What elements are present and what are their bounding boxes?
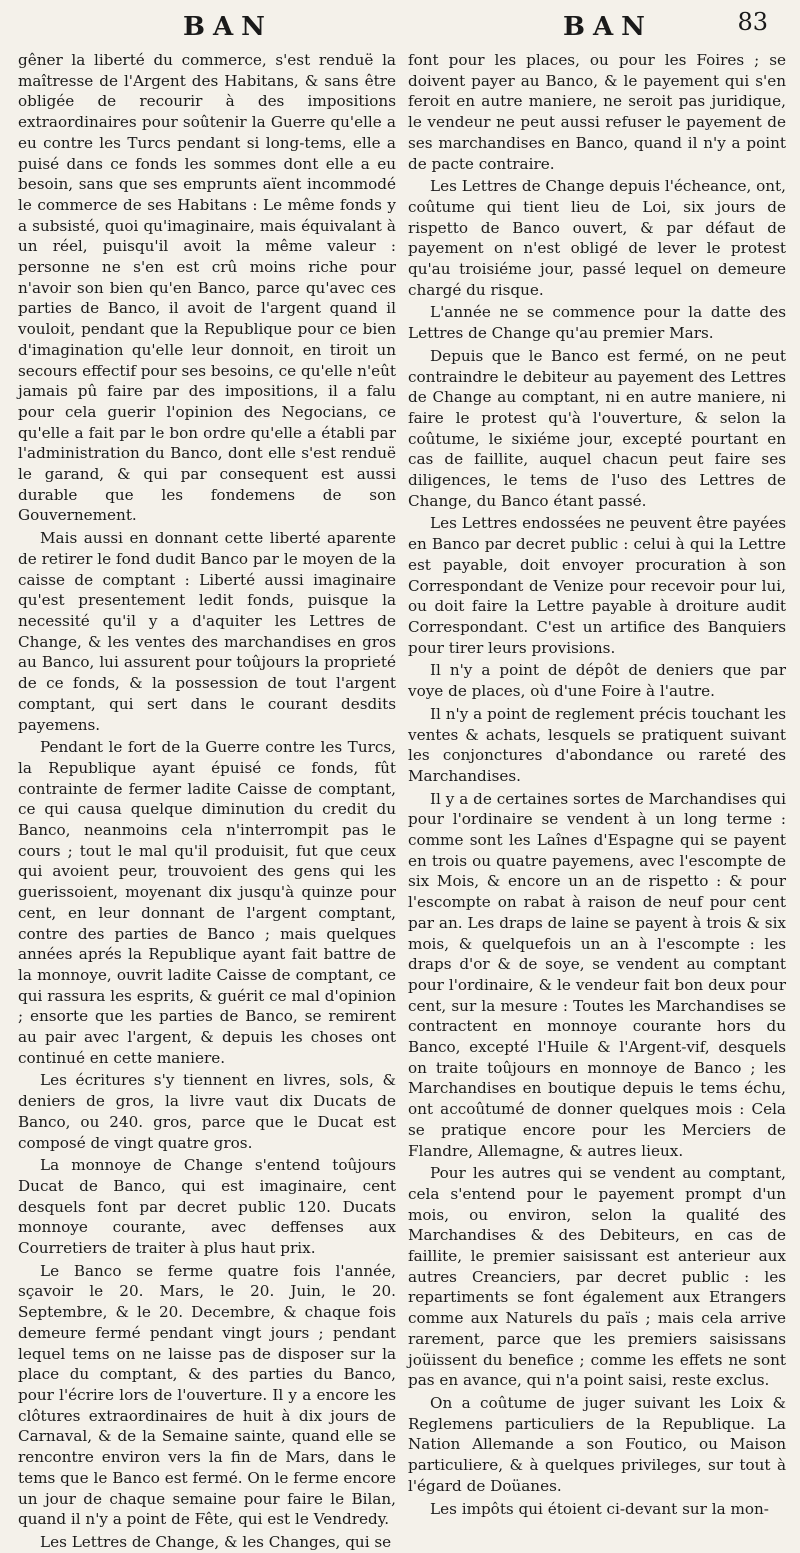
paragraph: font pour les places, ou pour les Foires ; se doivent payer au Banco, & le payement qui s'en feroit en autre maniere, ne seroit pas juridique, le vendeur ne peut aussi refuser le payement de ses marchandises en Banco, quand il n'y a point de pacte contraire.	[408, 51, 786, 173]
right-running-head: BAN	[563, 12, 653, 42]
text-columns	[18, 50, 786, 1553]
paragraph: Les Lettres de Change depuis l'écheance, ont, coûtume qui tient lieu de Loi, six jours de rispetto de Banco ouvert, & par défaut de payement on n'est obligé de lever le protest qu'au troisiéme jour, passé lequel on demeure chargé du risque.	[408, 177, 786, 299]
paragraph: La monnoye de Change s'entend toûjours Ducat de Banco, qui est imaginaire, cent desquels font par decret public 120. Ducats monnoye courante, avec deffenses aux Courretiers de traiter à plus haut prix.	[18, 1156, 396, 1258]
paragraph: Les Lettres endossées ne peuvent être payées en Banco par decret public : celui à qui la Lettre est payable, doit envoyer procuration à son Correspondant de Venize pour recevoir pour lui, ou doit faire la Lettre payable à droiture audit Correspondant. C'est un artifice des Banquiers pour tirer leurs provisions.	[408, 514, 786, 657]
paragraph: Depuis que le Banco est fermé, on ne peut contraindre le debiteur au payement des Lettres de Change au comptant, ni en autre maniere, ni faire le protest qu'à l'ouverture, & selon la coûtume, le sixiéme jour, excepté pourtant en cas de faillite, auquel chacun peut faire ses diligences, le tems de l'uso des Lettres de Change, du Banco étant passé.	[408, 346, 786, 510]
right-column	[408, 50, 786, 1553]
paragraph: Il n'y a point de dépôt de deniers que par voye de places, où d'une Foire à l'autre.	[408, 661, 786, 701]
paragraph: Les Lettres de Change, & les Changes, qui se	[40, 1532, 392, 1551]
paragraph: On a coûtume de juger suivant les Loix & Reglemens particuliers de la Republique. La Nation Allemande a son Foutico, ou Maison particuliere, & à quelques privileges, sur tout à l'égard de Doüanes.	[408, 1394, 786, 1495]
paragraph: Il y a de certaines sortes de Marchandises qui pour l'ordinaire se vendent à un long terme : comme sont les Laînes d'Espagne qui se payent en trois ou quatre payemens, avec l'escompte de six Mois, & encore un an de rispetto : & pour l'escompte on rabat à raison de neuf pour cent par an. Les draps de laine se payent à trois & six mois, & quelquefois un an à l'escompte : les draps d'or & de soye, se vendent au comptant pour l'ordinaire, & le vendeur fait bon deux pour cent, sur la mesure : Toutes les Marchandises se contractent en monnoye courante hors du Banco, excepté l'Huile & l'Argent-vif, desquels on traite toûjours en monnoye de Banco ; les Marchandises en boutique depuis le tems échu, ont accoûtumé de donner quelques mois : Cela se pratique encore pour les Merciers de Flandre, Allemagne, & autres lieux.	[408, 789, 786, 1160]
left-running-head: BAN	[183, 12, 273, 42]
paragraph: Il n'y a point de reglement précis touchant les ventes & achats, lesquels se pratiquent suivant les conjonctures d'abondance ou rareté des Marchandises.	[408, 704, 786, 785]
paragraph: Le Banco se ferme quatre fois l'année, sçavoir le 20. Mars, le 20. Juin, le 20. Septembre, & le 20. Decembre, & chaque fois demeure fermé pendant vingt jours ; pendant lequel tems on ne laisse pas de disposer sur la place du comptant, & des parties du Banco, pour l'écrire lors de l'ouverture. Il y a encore les clôtures extraordinaires de huit à dix jours de Carnaval, & de la Semaine sainte, quand elle se rencontre environ vers la fin de Mars, dans le tems que le Banco est fermé. On le ferme encore un jour de chaque semaine pour faire le Bilan, quand il n'y a point de Fête, qui est le Vendredy.	[18, 1261, 396, 1529]
left-column	[18, 50, 396, 1553]
paragraph: Mais aussi en donnant cette liberté aparente de retirer le fond dudit Banco par le moyen de la caisse de comptant : Liberté aussi imaginaire qu'est presentement ledit fonds, puisque la necessité qu'il y a d'aquiter les Lettres de Change, & les ventes des marchandises en gros au Banco, lui assurent pour toûjours la proprieté de ce fonds, & la possession de tout l'argent comptant, qui sert dans le courant desdits payemens.	[18, 529, 396, 734]
paragraph: gêner la liberté du commerce, s'est renduë la maîtresse de l'Argent des Habitans, & sans être obligée de recourir à des impositions extraordinaires pour soûtenir la Guerre qu'elle a eu contre les Turcs pendant si long-tems, elle a puisé dans ce fonds les sommes dont elle a eu besoin, sans que ses emprunts aïent incommodé le commerce de ses Habitans : Le même fonds y a subsisté, quoi qu'imaginaire, mais équivalant à un réel, puisqu'il avoit la même valeur : personne ne s'en est crû moins riche pour n'avoir son bien qu'en Banco, parce qu'avec ces parties de Banco, il avoit de l'argent quand il vouloit, pendant que la Republique pour ce bien d'imagination qu'elle leur donnoit, en tiroit un secours effectif pour ses besoins, ce qu'elle n'eût jamais pû faire par des impositions, il a falu pour cela guerir l'opinion des Negocians, ce qu'elle a fait par le bon ordre qu'elle a établi par l'administration du Banco, dont elle s'est renduë le garand, & qui par consequent est aussi durable que les fondemens de son Gouvernement.	[18, 51, 396, 525]
page-number: 83	[737, 8, 768, 36]
paragraph: Pendant le fort de la Guerre contre les Turcs, la Republique ayant épuisé ce fonds, fût contrainte de fermer ladite Caisse de comptant, ce qui causa quelque diminution du credit du Banco, neanmoins cela n'interrompit pas le cours ; tout le mal qu'il produisit, fut que ceux qui avoient peur, trouvoient des gens qui les guerissoient, moyenant dix jusqu'à quinze pour cent, en leur donnant de l'argent comptant, contre des parties de Banco ; mais quelques années aprés la Republique ayant fait battre de la monnoye, ouvrit ladite Caisse de comptant, ce qui rassura les esprits, & guérit ce mal d'opinion ; ensorte que les parties de Banco, se remirent au pair avec l'argent, & depuis les choses ont continué en cette maniere.	[18, 738, 396, 1067]
running-head	[18, 0, 786, 44]
paragraph: Les impôts qui étoient ci-devant sur la mon-	[430, 1499, 769, 1518]
paragraph: Les écritures s'y tiennent en livres, sols, & deniers de gros, la livre vaut dix Ducats de Banco, ou 240. gros, parce que le Ducat est composé de vingt quatre gros.	[18, 1071, 396, 1152]
paragraph: Pour les autres qui se vendent au comptant, cela s'entend pour le payement prompt d'un mois, ou environ, selon la qualité des Marchandises & des Debiteurs, en cas de faillite, le premier saisissant est anterieur aux autres Creanciers, par decret public : les repartiments se font également aux Etrangers comme aux Naturels du païs ; mais cela arrive rarement, parce que les premiers saisissans joüissent du benefice ; comme les effets ne sont pas en avance, qui n'a point saisi, reste exclus.	[408, 1164, 786, 1390]
paragraph: L'année ne se commence pour la datte des Lettres de Change qu'au premier Mars.	[408, 303, 786, 343]
